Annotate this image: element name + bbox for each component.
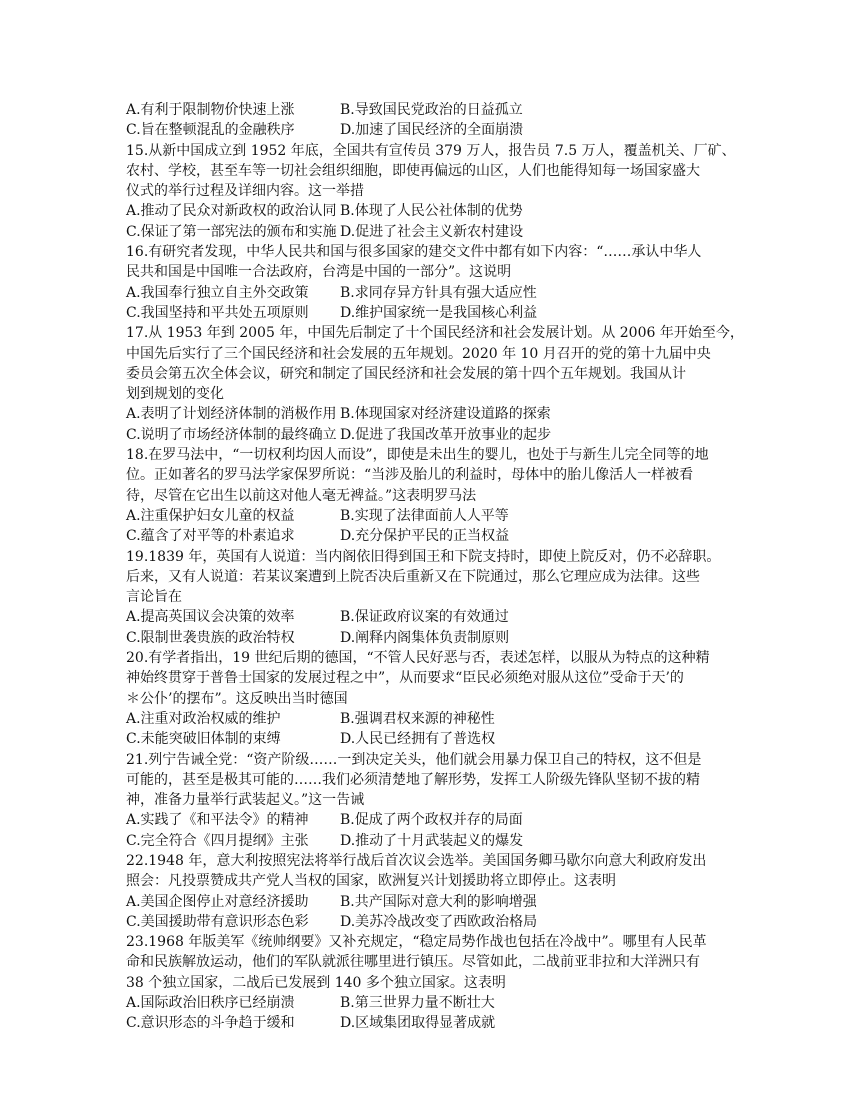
question-block xyxy=(126,750,746,851)
question-14-options xyxy=(126,100,746,141)
option-b-or-d: B.体现国家对经济建设道路的探索 xyxy=(340,406,551,423)
question-block xyxy=(126,932,746,1033)
option-row xyxy=(126,831,746,851)
option-a-or-c: C.完全符合《四月提纲》主张 xyxy=(126,832,309,849)
question-stem-line: 38 个独立国家，二战后已发展到 140 多个独立国家。这表明 xyxy=(126,974,506,991)
option-a-or-c: A.注重对政治权威的维护 xyxy=(126,710,281,727)
question-block xyxy=(126,323,746,445)
option-a-or-c: C.蕴含了对平等的朴素追求 xyxy=(126,528,295,545)
option-b-or-d: B.强调君权来源的神秘性 xyxy=(340,710,495,727)
question-block xyxy=(126,445,746,546)
question-stem-line: 位。正如著名的罗马法学家保罗所说：“当涉及胎儿的利益时，母体中的胎儿像活人一样被看 xyxy=(126,467,694,484)
option-row xyxy=(126,100,746,120)
question-stem-line: 划到规划的变化 xyxy=(126,386,224,403)
option-a-or-c: A.表明了计划经济体制的消极作用 xyxy=(126,406,337,423)
option-row xyxy=(126,222,746,242)
option-a-or-c: C.限制世袭贵族的政治特权 xyxy=(126,629,295,646)
option-a-or-c: A.提高英国议会决策的效率 xyxy=(126,609,295,626)
option-a-or-c: C.未能突破旧体制的束缚 xyxy=(126,731,281,748)
option-a-or-c: C.说明了市场经济体制的最终确立 xyxy=(126,426,337,443)
question-stem-line: 神始终贯穿于普鲁士国家的发展过程之中”，从而要求“臣民必须绝对服从这位”受命于天’的 xyxy=(126,670,684,687)
option-b-or-d: D.促进了社会主义新农村建设 xyxy=(340,223,524,240)
option-a-or-c: A.推动了民众对新政权的政治认同 xyxy=(126,203,337,220)
option-b-or-d: D.加速了国民经济的全面崩溃 xyxy=(340,122,524,139)
option-row xyxy=(126,892,746,912)
option-b-or-d: B.促成了两个政权并存的局面 xyxy=(340,812,523,829)
question-stem-line: 可能的，甚至是极其可能的……我们必须清楚地了解形势，发挥工人阶级先锋队坚韧不拔的精 xyxy=(126,771,700,788)
question-stem-line: 15.从新中国成立到 1952 年底，全国共有宣传员 379 万人，报告员 7.5 万人，覆盖机关、厂矿、 xyxy=(126,142,736,159)
option-a-or-c: A.国际政治旧秩序已经崩溃 xyxy=(126,995,295,1012)
option-a-or-c: A.实践了《和平法令》的精神 xyxy=(126,812,309,829)
question-stem-line: 民共和国是中国唯一合法政府，台湾是中国的一部分”。这说明 xyxy=(126,264,512,281)
option-row xyxy=(126,729,746,749)
option-b-or-d: D.美苏冷战改变了西欧政治格局 xyxy=(340,913,538,930)
option-row xyxy=(126,912,746,932)
question-block xyxy=(126,141,746,242)
question-stem-line: 16.有研究者发现，中华人民共和国与很多国家的建交文件中都有如下内容：“……承认中华人 xyxy=(126,244,702,261)
question-stem-line: 23.1968 年版美军《统帅纲要》又补充规定，“稳定局势作战也包括在冷战中”。哪里有人民革 xyxy=(126,934,707,951)
option-b-or-d: D.推动了十月武装起义的爆发 xyxy=(340,832,524,849)
option-b-or-d: D.人民已经拥有了普选权 xyxy=(340,731,496,748)
question-stem-line: 农村、学校，甚至车等一切社会组织细胞，即使再偏远的山区，人们也能得知每一场国家盛大 xyxy=(126,162,700,179)
option-b-or-d: B.第三世界力量不断壮大 xyxy=(340,995,495,1012)
question-block xyxy=(126,242,746,323)
option-row xyxy=(126,607,746,627)
question-stem-line: 20.有学者指出，19 世纪后期的德国，“不管人民好恶与否，表述怎样，以服从为特点的这种精 xyxy=(126,650,710,667)
option-a-or-c: C.我国坚持和平共处五项原则 xyxy=(126,304,309,321)
option-row xyxy=(126,303,746,323)
option-row xyxy=(126,506,746,526)
option-b-or-d: B.求同存异方针具有强大适应性 xyxy=(340,284,537,301)
question-stem-line: 18.在罗马法中，“一切权利均因人而设”，即使是未出生的婴儿，也处于与新生儿完全同等的地 xyxy=(126,447,709,464)
question-stem-line: 21.列宁告诫全党：“资产阶级……一到决定关头，他们就会用暴力保卫自己的特权，这不但是 xyxy=(126,751,702,768)
question-stem-line: 言论旨在 xyxy=(126,589,182,606)
question-stem-line: ＊公仆’的摆布”。这反映出当时德国 xyxy=(126,690,348,707)
option-b-or-d: D.充分保护平民的正当权益 xyxy=(340,528,510,545)
question-stem-line: 委员会第五次全体会议，研究和制定了国民经济和社会发展的第十四个五年规划。我国从计 xyxy=(126,365,686,382)
option-a-or-c: C.旨在整顿混乱的金融秩序 xyxy=(126,122,295,139)
question-stem-line: 待，尽管在它出生以前这对他人毫无裨益。”这表明罗马法 xyxy=(126,487,477,504)
question-stem-line: 照会：凡投票赞成共产党人当权的国家，欧洲复兴计划援助将立即停止。这表明 xyxy=(126,873,616,890)
option-a-or-c: A.有利于限制物价快速上涨 xyxy=(126,102,295,118)
exam-page xyxy=(126,100,746,1034)
question-stem-line: 命和民族解放运动，他们的军队就派往哪里进行镇压。尽管如此，二战前亚非拉和大洋洲只有 xyxy=(126,954,700,971)
option-row xyxy=(126,120,746,140)
question-stem-line: 中国先后实行了三个国民经济和社会发展的五年规划。2020 年 10 月召开的党的第十九届中央 xyxy=(126,345,711,362)
option-row xyxy=(126,709,746,729)
question-stem-line: 22.1948 年，意大利按照宪法将举行战后首次议会选举。美国国务卿马歇尔向意大利政府发出 xyxy=(126,852,707,869)
option-a-or-c: A.我国奉行独立自主外交政策 xyxy=(126,284,309,301)
question-block xyxy=(126,547,746,648)
option-a-or-c: C.意识形态的斗争趋于缓和 xyxy=(126,1015,295,1032)
option-b-or-d: D.区域集团取得显著成就 xyxy=(340,1015,496,1032)
option-b-or-d: B.保证政府议案的有效通过 xyxy=(340,609,509,626)
option-a-or-c: A.美国企图停止对意经济援助 xyxy=(126,893,309,910)
option-row xyxy=(126,404,746,424)
option-a-or-c: A.注重保护妇女儿童的权益 xyxy=(126,507,295,524)
option-b-or-d: B.导致国民党政治的日益孤立 xyxy=(340,102,523,118)
question-block xyxy=(126,851,746,932)
option-b-or-d: D.维护国家统一是我国核心利益 xyxy=(340,304,538,321)
option-row xyxy=(126,425,746,445)
option-b-or-d: B.体现了人民公社体制的优势 xyxy=(340,203,523,220)
option-row xyxy=(126,628,746,648)
option-b-or-d: D.阐释内阁集体负责制原则 xyxy=(340,629,510,646)
question-block xyxy=(126,648,746,749)
question-stem-line: 19.1839 年，英国有人说道：当内阁依旧得到国王和下院支持时，即使上院反对，仍不必辞职。 xyxy=(126,548,721,565)
option-row xyxy=(126,526,746,546)
option-b-or-d: B.共产国际对意大利的影响增强 xyxy=(340,893,537,910)
question-stem-line: 仪式的举行过程及详细内容。这一举措 xyxy=(126,183,364,200)
question-stem-line: 神，准备力量举行武装起义。”这一告诫 xyxy=(126,792,365,809)
option-row xyxy=(126,810,746,830)
option-b-or-d: D.促进了我国改革开放事业的起步 xyxy=(340,426,552,443)
option-row xyxy=(126,201,746,221)
option-b-or-d: B.实现了法律面前人人平等 xyxy=(340,507,509,524)
option-row xyxy=(126,283,746,303)
option-a-or-c: C.保证了第一部宪法的颁布和实施 xyxy=(126,223,337,240)
question-stem-line: 后来，又有人说道：若某议案遭到上院否决后重新又在下院通过，那么它理应成为法律。这些 xyxy=(126,568,700,585)
option-row xyxy=(126,993,746,1013)
option-row xyxy=(126,1013,746,1033)
option-a-or-c: C.美国援助带有意识形态色彩 xyxy=(126,913,309,930)
question-stem-line: 17.从 1953 年到 2005 年，中国先后制定了十个国民经济和社会发展计划。从 2006 年开始至今， xyxy=(126,325,744,342)
